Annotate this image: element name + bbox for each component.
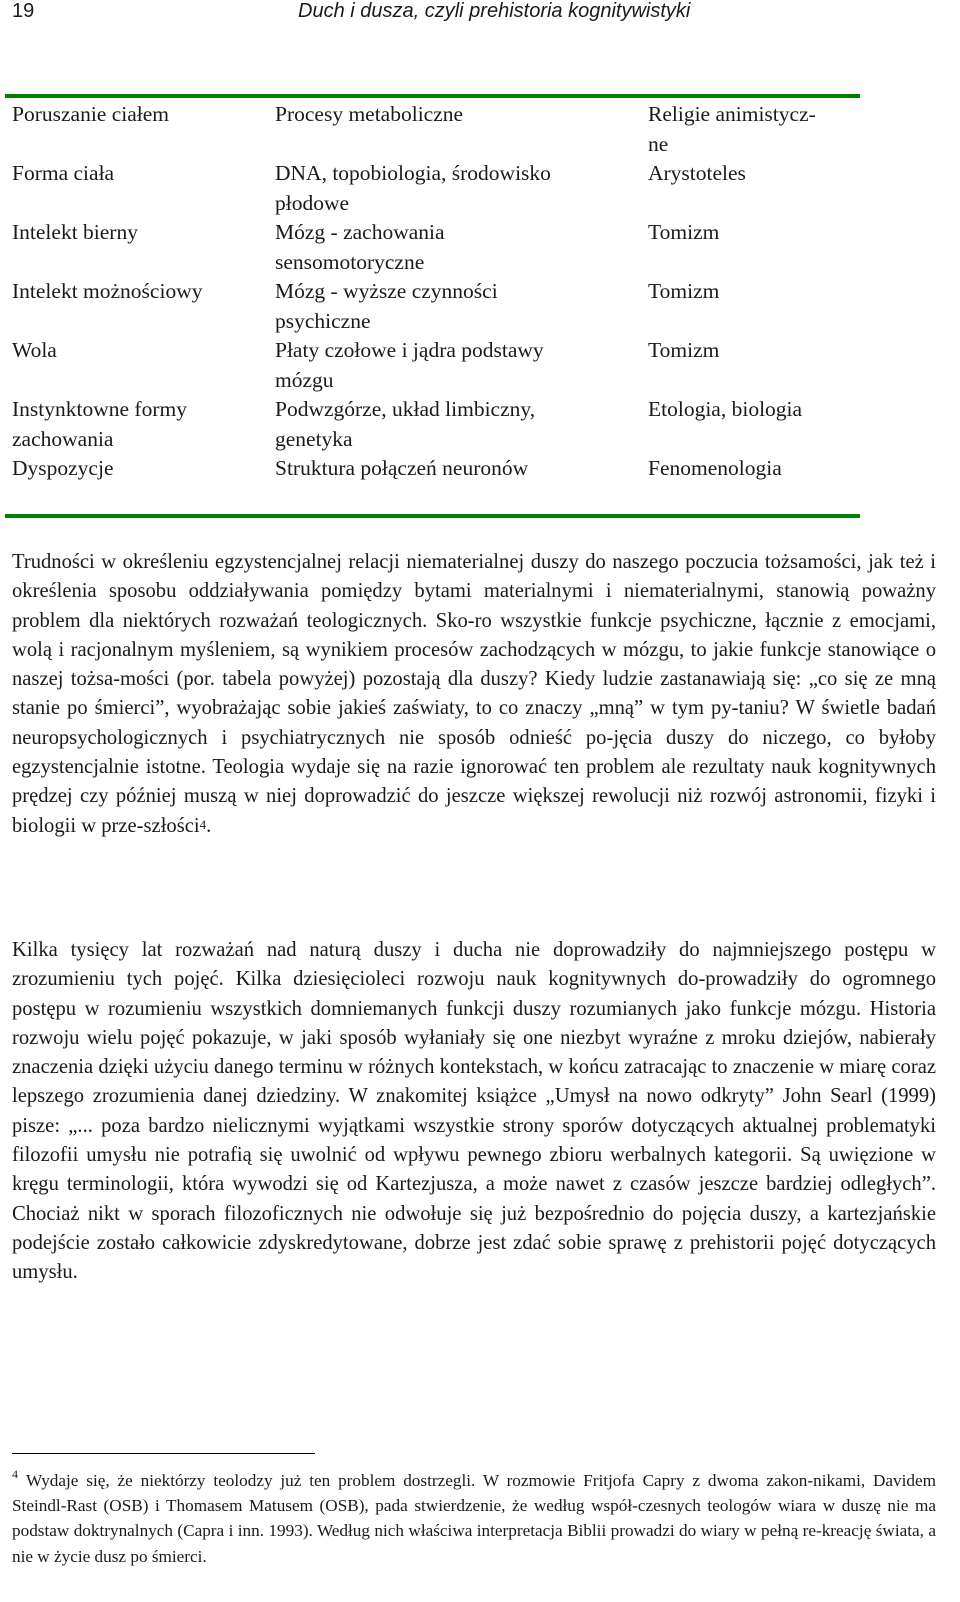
table-cell-c2 [275, 277, 648, 336]
table-cell-c2 [275, 218, 648, 277]
cell-line: Podwzgórze, układ limbiczny, [275, 397, 536, 421]
table-cell-c3 [648, 395, 848, 454]
table-row [12, 100, 932, 159]
cell-line: Struktura połączeń neuronów [275, 456, 529, 480]
cell-line: Mózg - wyższe czynności [275, 279, 498, 303]
table-cell-c3 [648, 100, 848, 159]
table-cell-c1 [12, 100, 275, 159]
para1-text: Trudności w określeniu egzystencjalnej relacji niematerialnej duszy do naszego poczucia tożsamości, jak też i określenia sposobu oddziaływania pomiędzy bytami materialnymi i niematerialnymi, stanowią poważny problem dla niektórych rozważań teologicznych. Sko-ro wszystkie funkcje psychiczne, łącznie z emocjami, wolą i racjonalnym myśleniem, są wynikiem procesów zachodzących w mózgu, to jakie funkcje stanowiące o naszej tożsa-mości (por. tabela powyżej) pozostają dla duszy? Kiedy ludzie zastanawiają się: „co się ze mną stanie po śmierci”, wyobrażając sobie jakieś zaświaty, to co znaczy „mną” w tym py-taniu? W świetle badań neuropsychologicznych i psychiatrycznych nie sposób odnieść po-jęcia duszy do niczego, co byłoby egzystencjalnie istotne. Teologia wydaje się na razie ignorować ten problem ale rezultaty nauk kognitywnych prędzej czy później muszą w niej doprowadzić do jeszcze większej rewolucji niż rozwój astronomii, fizyki i biologii w prze-szłości [12, 551, 936, 837]
cell-line: zachowania [12, 426, 114, 451]
cell-line: Tomizm [648, 338, 720, 362]
table-cell-c3 [648, 218, 848, 277]
para1-end: . [206, 814, 212, 837]
table-cell-c1 [12, 277, 275, 336]
cell-line: Tomizm [648, 220, 720, 244]
table-cell-c3 [648, 277, 848, 336]
cell-line: Fenomenologia [648, 456, 782, 480]
cell-line: Poruszanie ciałem [12, 102, 170, 126]
cell-line: Religie animistycz- [648, 102, 816, 126]
footnote-text: Wydaje się, że niektórzy teolodzy już ten problem dostrzegli. W rozmowie Fritjofa Capry z dwoma zakon-nikami, Davidem Steindl-Rast (OSB) i Thomasem Matusem (OSB), pada stwierdzenie, że według współ-czesnych teologów wiara w duszę nie ma podstaw doktrynalnych (Capra i inn. 1993). Według nich właściwa interpretacja Biblii prowadzi do wiary w pełną re-kreację świata, a nie w życie dusz po śmierci. [12, 1471, 936, 1566]
footnote [12, 1468, 936, 1569]
cell-line: psychiczne [275, 308, 371, 333]
table-row [12, 277, 932, 336]
table-cell-c1 [12, 218, 275, 277]
table-top-rule [5, 94, 860, 98]
table-row [12, 159, 932, 218]
cell-line: Etologia, biologia [648, 397, 803, 421]
cell-line: Intelekt bierny [12, 220, 138, 244]
cell-line: Mózg - zachowania [275, 220, 445, 244]
footnote-separator [12, 1453, 315, 1454]
table-row [12, 336, 932, 395]
cell-line: Intelekt możnościowy [12, 279, 203, 303]
cell-line: sensomotoryczne [275, 249, 425, 274]
cell-line: Tomizm [648, 279, 720, 303]
page-header [12, 0, 942, 26]
table-bottom-rule [5, 514, 860, 518]
table-cell-c2 [275, 159, 648, 218]
table-cell-c1 [12, 454, 275, 484]
table-cell-c3 [648, 454, 848, 484]
footnote-ref: 4 [199, 816, 207, 832]
table-row [12, 218, 932, 277]
cell-line: Forma ciała [12, 161, 115, 185]
table-cell-c3 [648, 159, 848, 218]
table-row [12, 454, 932, 484]
cell-line: Płaty czołowe i jądra podstawy [275, 338, 544, 362]
table-cell-c1 [12, 336, 275, 395]
cell-line: ne [648, 131, 669, 156]
cell-line: Arystoteles [648, 161, 746, 185]
table-row [12, 395, 932, 454]
body-paragraph-1 [12, 548, 936, 841]
cell-line: Wola [12, 338, 57, 362]
footnote-mark: 4 [12, 1467, 18, 1481]
correspondence-table [12, 100, 932, 484]
table-cell-c2 [275, 395, 648, 454]
table-cell-c1 [12, 395, 275, 454]
cell-line: płodowe [275, 190, 350, 215]
running-title: Duch i dusza, czyli prehistoria kognitywistyki [298, 0, 691, 22]
cell-line: Dyspozycje [12, 456, 114, 480]
table-cell-c2 [275, 336, 648, 395]
cell-line: Instynktowne formy [12, 397, 187, 421]
body-paragraph-2: Kilka tysięcy lat rozważań nad naturą duszy i ducha nie doprowadziły do najmniejszego postępu w zrozumieniu tych pojęć. Kilka dziesięcioleci rozwoju nauk kognitywnych do-prowadziły do ogromnego postępu w rozumieniu wszystkich domniemanych funkcji duszy rozumianych jako funkcje mózgu. Historia rozwoju wielu pojęć pokazuje, w jaki sposób wyłaniały się one niezbyt wyraźne z mroku dziejów, nabierały znaczenia dzięki użyciu danego terminu w różnych kontekstach, w końcu zatracając to znaczenie w miarę coraz lepszego zrozumienia danej dziedziny. W znakomitej książce „Umysł na nowo odkryty” John Searl (1999) pisze: „... poza bardzo nielicznymi wyjątkami wszystkie strony sporów dotyczących aktualnej problematyki filozofii umysłu nie potrafią się uwolnić od wpływu pewnego zbioru werbalnych kategorii. Są uwięzione w kręgu terminologii, która wywodzi się od Kartezjusza, a może nawet z czasów jeszcze bardziej odległych”. Chociaż nikt w sporach filozoficznych nie odwołuje się już bezpośrednio do pojęcia duszy, a kartezjańskie podejście zostało całkowicie zdyskredytowane, dobrze jest zdać sobie sprawę z prehistorii pojęć dotyczących umysłu. [12, 939, 936, 1284]
table-cell-c3 [648, 336, 848, 395]
cell-line: DNA, topobiologia, środowisko [275, 161, 551, 185]
cell-line: genetyka [275, 426, 353, 451]
page-number: 19 [12, 0, 35, 22]
cell-line: Procesy metaboliczne [275, 102, 464, 126]
cell-line: mózgu [275, 367, 334, 392]
table-cell-c2 [275, 454, 648, 484]
table-cell-c2 [275, 100, 648, 159]
table-cell-c1 [12, 159, 275, 218]
